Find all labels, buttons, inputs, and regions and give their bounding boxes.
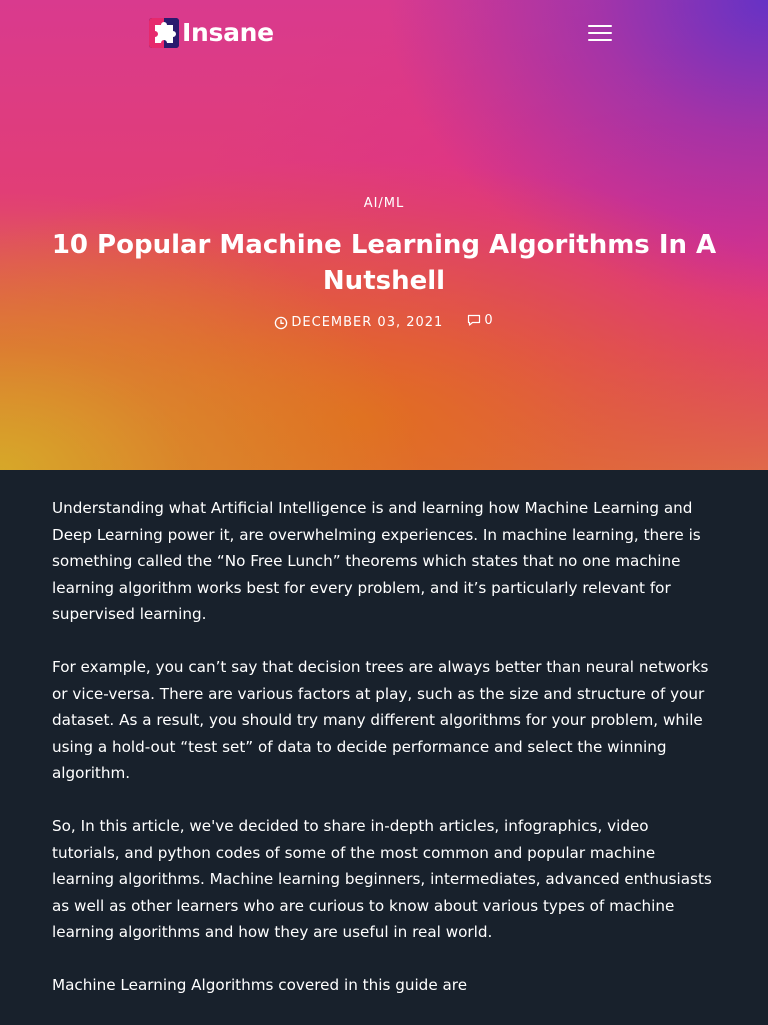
article-category-link[interactable]: AI/ML (363, 196, 405, 211)
logo-text: Insane (182, 18, 274, 47)
article-meta (0, 315, 768, 330)
article-body (52, 495, 716, 1025)
article-title: 10 Popular Machine Learning Algorithms In A Nutshell (51, 230, 717, 296)
publish-date-text: DECEMBER 03, 2021 (291, 315, 444, 330)
article-paragraph: Machine Learning Algorithms covered in this guide are (52, 976, 468, 994)
comment-count-link[interactable] (467, 313, 493, 328)
puzzle-logo-icon (149, 18, 179, 48)
clock-icon (274, 316, 288, 330)
article-paragraph: Understanding what Artificial Intelligence is and learning how Machine Learning and Deep Learning power it, are overwhelming experiences. In machine learning, there is something called the “No Free Lunch” theorems which states that no one machine learning algorithm works best for every problem, and it’s particularly relevant for supervised learning. (52, 499, 701, 623)
publish-date (274, 315, 443, 330)
comment-icon (467, 314, 481, 327)
comment-count: 0 (484, 313, 494, 328)
site-logo[interactable] (149, 18, 274, 48)
hamburger-menu-button[interactable] (586, 23, 614, 43)
article-hero (0, 0, 768, 470)
article-paragraph: So, In this article, we've decided to share in-depth articles, infographics, video tutorials, and python codes of some of the most common and popular machine learning algorithms. Machine learning beginners, intermediates, advanced enthusiasts as well as other learners who are curious to know about various types of machine learning algorithms and how they are useful in real world. (52, 817, 712, 941)
article-paragraph: For example, you can’t say that decision trees are always better than neural networks or vice-versa. There are various factors at play, such as the size and structure of your dataset. As a result, you should try many different algorithms for your problem, while using a hold-out “test set” of data to decide performance and select the winning algorithm. (52, 658, 709, 782)
hamburger-menu-icon (588, 25, 612, 27)
